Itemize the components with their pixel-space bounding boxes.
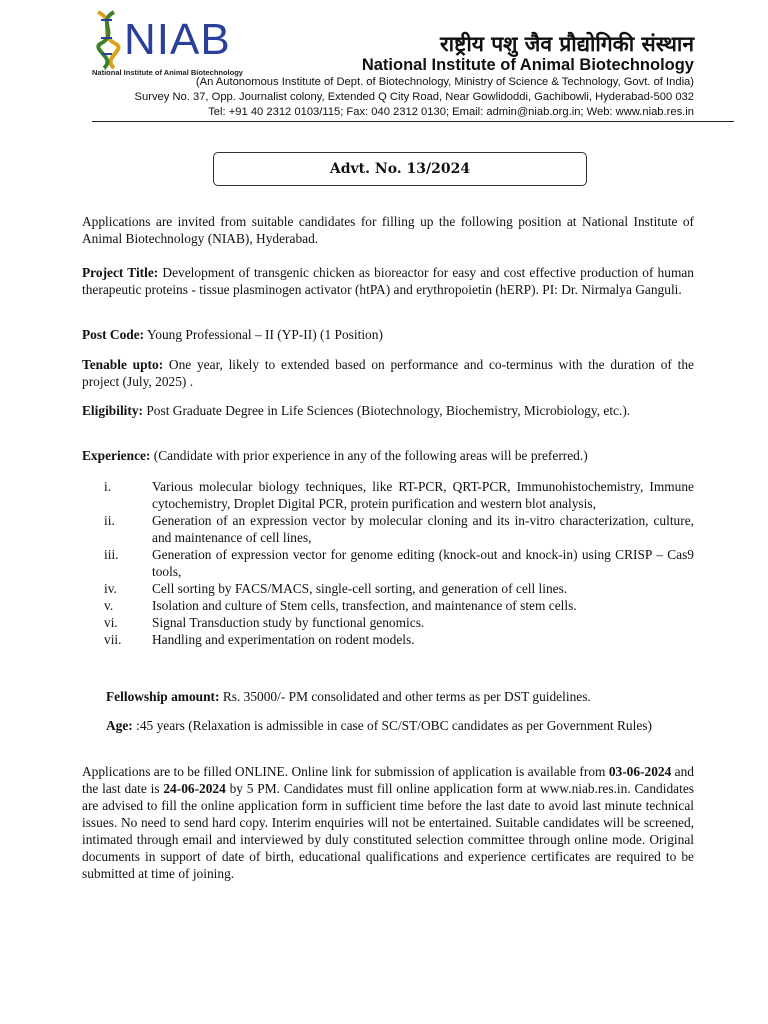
start-date: 03-06-2024 xyxy=(608,764,672,779)
list-item xyxy=(82,478,694,512)
list-item-number: ii. xyxy=(104,513,115,528)
project-title-paragraph xyxy=(82,264,694,298)
contact-line: Tel: +91 40 2312 0103/115; Fax: 040 2312 0130; Email: admin@niab.org.in; Web: www.niab.res.in xyxy=(208,106,694,118)
advertisement-number: Advt. No. 13/2024 xyxy=(213,152,587,186)
niab-logo xyxy=(92,8,262,80)
eligibility-text: Post Graduate Degree in Life Sciences (Biotechnology, Biochemistry, Microbiology, etc.). xyxy=(143,403,631,418)
experience-text: (Candidate with prior experience in any of the following areas will be preferred.) xyxy=(150,448,588,463)
header-divider xyxy=(92,121,734,122)
age-paragraph xyxy=(106,717,694,734)
list-item-text: Generation of expression vector for genome editing (knock-out and knock-in) using CRISP – Cas9 tools, xyxy=(152,547,694,579)
age-label: Age: xyxy=(106,718,133,733)
project-title-text: Development of transgenic chicken as bioreactor for easy and cost effective production of human therapeutic proteins - tissue plasminogen activator (htPA) and erythropoietin (hERP). PI: Dr. Nirmalya Ganguli. xyxy=(82,265,694,297)
experience-list xyxy=(82,478,694,648)
tenable-label: Tenable upto: xyxy=(82,357,164,372)
age-text: :45 years (Relaxation is admissible in case of SC/ST/OBC candidates as per Government Rules) xyxy=(132,718,652,733)
logo-subtitle: National Institute of Animal Biotechnology xyxy=(92,68,243,77)
list-item-text: Cell sorting by FACS/MACS, single-cell sorting, and generation of cell lines. xyxy=(152,581,568,596)
affiliation-line: (An Autonomous Institute of Dept. of Biotechnology, Ministry of Science & Technology, Govt. of India) xyxy=(195,76,694,88)
eligibility-label: Eligibility: xyxy=(82,403,144,418)
list-item-text: Signal Transduction study by functional genomics. xyxy=(152,615,425,630)
tenable-paragraph xyxy=(82,356,694,390)
intro-paragraph: Applications are invited from suitable candidates for filling up the following position at National Institute of Animal Biotechnology (NIAB), Hyderabad. xyxy=(82,214,694,246)
experience-paragraph xyxy=(82,447,694,464)
tenable-text: One year, likely to extended based on performance and co-terminus with the duration of the project (July, 2025) . xyxy=(82,357,694,389)
list-item xyxy=(82,580,694,597)
list-item-number: vi. xyxy=(104,615,118,630)
letterhead xyxy=(0,0,768,122)
post-code-text: Young Professional – II (YP-II) (1 Position) xyxy=(144,327,383,342)
list-item-text: Isolation and culture of Stem cells, transfection, and maintenance of stem cells. xyxy=(152,598,577,613)
list-item xyxy=(82,631,694,648)
closing-paragraph xyxy=(82,763,694,882)
institute-name: National Institute of Animal Biotechnology xyxy=(361,56,694,74)
project-title-label: Project Title: xyxy=(82,265,159,280)
last-date: 24-06-2024 xyxy=(163,781,226,796)
post-code-label: Post Code: xyxy=(82,327,145,342)
closing-text-3: by 5 PM. Candidates must fill online application form at www.niab.res.in. Candidates are advised to fill the online application form in sufficient time before the last date to avoid last minute technical issues. No need to send hard copy. Interim enquiries will not be entertained. Suitable candidates will be screened, intimated through email and interviewed by duly constituted selection committee through online mode. Original documents in support of date of birth, educational qualifications and experience certificates are required to be submitted at time of joining. xyxy=(82,781,694,881)
list-item-number: iii. xyxy=(104,547,119,562)
list-item-number: vii. xyxy=(104,632,122,647)
list-item xyxy=(82,546,694,580)
list-item xyxy=(82,614,694,631)
experience-label: Experience: xyxy=(82,448,151,463)
list-item xyxy=(82,512,694,546)
list-item-number: i. xyxy=(104,479,112,494)
post-code-paragraph xyxy=(82,326,694,343)
list-item xyxy=(82,597,694,614)
list-item-text: Handling and experimentation on rodent models. xyxy=(152,632,415,647)
list-item-text: Generation of an expression vector by molecular cloning and its in-vitro characterization, culture, and maintenance of cell lines, xyxy=(152,513,694,545)
institute-name-hindi: राष्ट्रीय पशु जैव प्रौद्योगिकी संस्थान xyxy=(440,32,694,56)
fellowship-paragraph xyxy=(106,688,694,705)
dna-helix-icon xyxy=(92,8,126,70)
address-line: Survey No. 37, Opp. Journalist colony, Extended Q City Road, Near Gowlidoddi, Gachibowli, Hyderabad-500 032 xyxy=(134,91,694,103)
closing-text-2: and the last date is xyxy=(82,764,694,796)
fellowship-label: Fellowship amount: xyxy=(106,689,220,704)
closing-text-1: Applications are to be filled ONLINE. Online link for submission of application is available from xyxy=(82,764,609,779)
fellowship-text: Rs. 35000/- PM consolidated and other terms as per DST guidelines. xyxy=(219,689,591,704)
list-item-number: iv. xyxy=(104,581,117,596)
list-item-text: Various molecular biology techniques, like RT-PCR, QRT-PCR, Immunohistochemistry, Immune cytochemistry, Droplet Digital PCR, protein purification and western blot analysis, xyxy=(152,479,694,511)
eligibility-paragraph xyxy=(82,402,694,419)
logo-wordmark: NIAB xyxy=(124,15,231,64)
list-item-number: v. xyxy=(104,598,114,613)
